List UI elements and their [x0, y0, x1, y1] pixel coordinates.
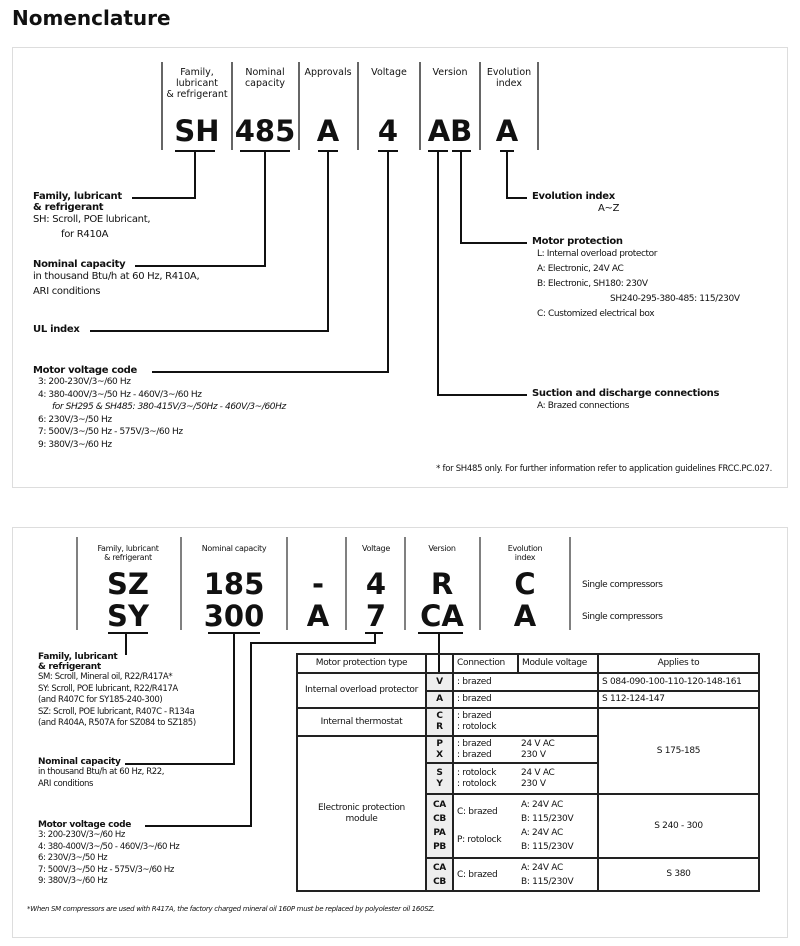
- voltage-line: 9: 380V/3~/60 Hz: [38, 876, 108, 886]
- header-voltage: Voltage: [371, 67, 407, 78]
- family-line: SZ: Scroll, POE lubricant, R407C - R134a: [38, 706, 195, 717]
- capacity-line: in thousand Btu/h at 60 Hz, R410A,: [33, 271, 200, 282]
- connection-cell: C: brazed P: rotolock: [453, 794, 518, 858]
- top-footnote: * for SH485 only. For further information refer to application guidelines FRCC.PC.027.: [436, 464, 772, 474]
- bottom-footnote: *When SM compressors are used with R417A, the factory charged mineral oil 160P must be replaced by polyolester oil 160SZ.: [27, 905, 435, 913]
- type-cell: Internal overload protector: [297, 673, 426, 708]
- col-header-applies: Applies to: [598, 654, 759, 673]
- page-title: Nomenclature: [12, 6, 171, 30]
- voltage-line: 4: 380-400V/3~/50 Hz - 460V/3~/60 Hz: [38, 389, 202, 400]
- code-cell: V: [426, 673, 453, 691]
- motor-title: Motor protection: [532, 236, 623, 247]
- voltage-line: 7: 500V/3~/50 Hz - 575V/3~/60 Hz: [38, 427, 183, 437]
- connection-cell: : brazed: [453, 673, 598, 691]
- row-label-2: Single compressors: [582, 612, 663, 622]
- voltage-cell: A: 24V AC B: 115/230V: [518, 858, 598, 891]
- family-line: (and R407C for SY185-240-300): [38, 695, 163, 705]
- voltage-line: 3: 200-230V/3~/60 Hz: [38, 830, 125, 840]
- motor-line: B: Electronic, SH180: 230V: [537, 279, 648, 289]
- evolution-legend: [532, 191, 619, 217]
- code-cell: C R: [426, 708, 453, 736]
- family-line: SM: Scroll, Mineral oil, R22/R417A*: [38, 672, 173, 682]
- col-header-type: Motor protection type: [297, 654, 426, 673]
- code-family: SH: [174, 114, 220, 148]
- header-version: Version: [432, 67, 468, 78]
- capacity-line: ARI conditions: [33, 285, 101, 297]
- motor-legend: [532, 236, 740, 322]
- voltage-cell: A: 24V AC B: 115/230V A: 24V AC B: 115/230V: [518, 794, 598, 858]
- header-evolution: Evolution index: [507, 544, 543, 562]
- motor-line: L: Internal overload protector: [537, 249, 658, 259]
- connection-cell: : brazed : brazed: [453, 736, 518, 763]
- family-title2: & refrigerant: [38, 662, 101, 672]
- code-cell: CA CB PA PB: [426, 794, 453, 858]
- applies-cell: S 112-124-147: [598, 691, 759, 708]
- voltage-line: 4: 380-400V/3~/50 - 460V/3~/60 Hz: [38, 841, 180, 852]
- motor-protection-table: [296, 653, 760, 892]
- applies-cell: S 380: [598, 858, 759, 891]
- suction-title: Suction and discharge connections: [532, 388, 720, 399]
- bottom-capacity-legend: [38, 757, 164, 790]
- header-family: Family, lubricant & refrigerant: [97, 544, 159, 562]
- code-family-1: SZ: [107, 567, 149, 601]
- voltage-line: 6: 230V/3~/50 Hz: [38, 414, 112, 425]
- capacity-line: in thousand Btu/h at 60 Hz, R22,: [38, 767, 165, 777]
- voltage-cell: 24 V AC 230 V: [518, 736, 598, 763]
- applies-cell: S 084-090-100-110-120-148-161: [598, 673, 759, 691]
- header-version: Version: [428, 544, 456, 553]
- code-cell: CA CB: [426, 858, 453, 891]
- code-cell: S Y: [426, 763, 453, 794]
- code-evolution-2: A: [513, 599, 537, 633]
- voltage-line: 3: 200-230V/3~/60 Hz: [38, 377, 131, 387]
- code-version-1: R: [430, 567, 454, 601]
- code-cell: A: [426, 691, 453, 708]
- capacity-line: ARI conditions: [38, 778, 94, 789]
- code-cell: P X: [426, 736, 453, 763]
- family-title2: & refrigerant: [33, 202, 104, 213]
- header-capacity: Nominal capacity: [201, 544, 267, 553]
- code-approvals-1: -: [311, 567, 325, 601]
- type-cell: Electronic protection module: [297, 736, 426, 891]
- connection-cell: : rotolock : rotolock: [453, 763, 518, 794]
- code-voltage-1: 4: [365, 567, 387, 601]
- row-label-1: Single compressors: [582, 580, 663, 590]
- voltage-line: 6: 230V/3~/50 Hz: [38, 853, 108, 863]
- family-line: SH: Scroll, POE lubricant,: [33, 214, 151, 225]
- code-voltage: 4: [377, 114, 399, 148]
- code-version-2: CA: [420, 599, 464, 633]
- code-version: AB: [427, 114, 473, 148]
- family-line: SY: Scroll, POE lubricant, R22/R417A: [38, 683, 178, 694]
- table-row: [297, 673, 759, 691]
- voltage-cell: 24 V AC 230 V: [518, 763, 598, 794]
- code-capacity-2: 300: [203, 599, 265, 633]
- voltage-line: 9: 380V/3~/60 Hz: [38, 439, 112, 450]
- evolution-title: Evolution index: [532, 191, 615, 202]
- evolution-value: A~Z: [598, 203, 620, 214]
- header-capacity: Nominal capacity: [244, 67, 286, 89]
- voltage-title: Motor voltage code: [33, 365, 137, 376]
- applies-cell: S 240 - 300: [598, 794, 759, 858]
- code-approvals-2: A: [306, 599, 330, 633]
- motor-line: A: Electronic, 24V AC: [537, 264, 624, 274]
- table-row: [297, 708, 759, 736]
- bottom-voltage-legend: [38, 820, 179, 888]
- header-evolution: Evolution index: [486, 67, 532, 89]
- code-evolution-1: C: [514, 567, 536, 601]
- suction-legend: [532, 388, 719, 414]
- voltage-line: for SH295 & SH485: 380-415V/3~/50Hz - 460V/3~/60Hz: [52, 402, 286, 412]
- connection-cell: : brazed : rotolock: [453, 708, 598, 736]
- col-header-code: [426, 654, 453, 673]
- family-legend: [33, 191, 150, 242]
- family-line: for R410A: [61, 228, 109, 240]
- bottom-family-legend: [38, 652, 196, 730]
- family-line: (and R404A, R507A for SZ084 to SZ185): [38, 718, 196, 728]
- voltage-line: 7: 500V/3~/50 Hz - 575V/3~/60 Hz: [38, 864, 174, 875]
- applies-cell: S 175-185: [598, 708, 759, 794]
- voltage-legend: [33, 365, 286, 451]
- code-voltage-2: 7: [365, 599, 387, 633]
- family-title: Family, lubricant: [38, 652, 118, 662]
- capacity-title: Nominal capacity: [38, 757, 121, 767]
- code-approvals: A: [316, 114, 340, 148]
- capacity-legend: [33, 259, 199, 299]
- voltage-title: Motor voltage code: [38, 820, 132, 830]
- family-title: Family, lubricant: [33, 191, 122, 202]
- header-voltage: Voltage: [362, 544, 390, 553]
- code-capacity-1: 185: [203, 567, 265, 601]
- col-header-voltage: Module voltage: [518, 654, 598, 673]
- header-approvals: Approvals: [304, 67, 352, 78]
- header-family: Family, lubricant & refrigerant: [166, 67, 228, 100]
- connection-cell: : brazed: [453, 691, 598, 708]
- code-family-2: SY: [107, 599, 149, 633]
- type-cell: Internal thermostat: [297, 708, 426, 736]
- motor-line: SH240-295-380-485: 115/230V: [610, 294, 740, 304]
- motor-line: C: Customized electrical box: [537, 309, 655, 319]
- suction-line: A: Brazed connections: [537, 401, 629, 411]
- capacity-title: Nominal capacity: [33, 259, 126, 270]
- col-header-connection: Connection: [453, 654, 518, 673]
- code-evolution: A: [495, 114, 519, 148]
- connection-cell: C: brazed: [453, 858, 518, 891]
- ul-index-label: UL index: [33, 324, 80, 335]
- table-header-row: [297, 654, 759, 673]
- code-capacity: 485: [234, 114, 296, 148]
